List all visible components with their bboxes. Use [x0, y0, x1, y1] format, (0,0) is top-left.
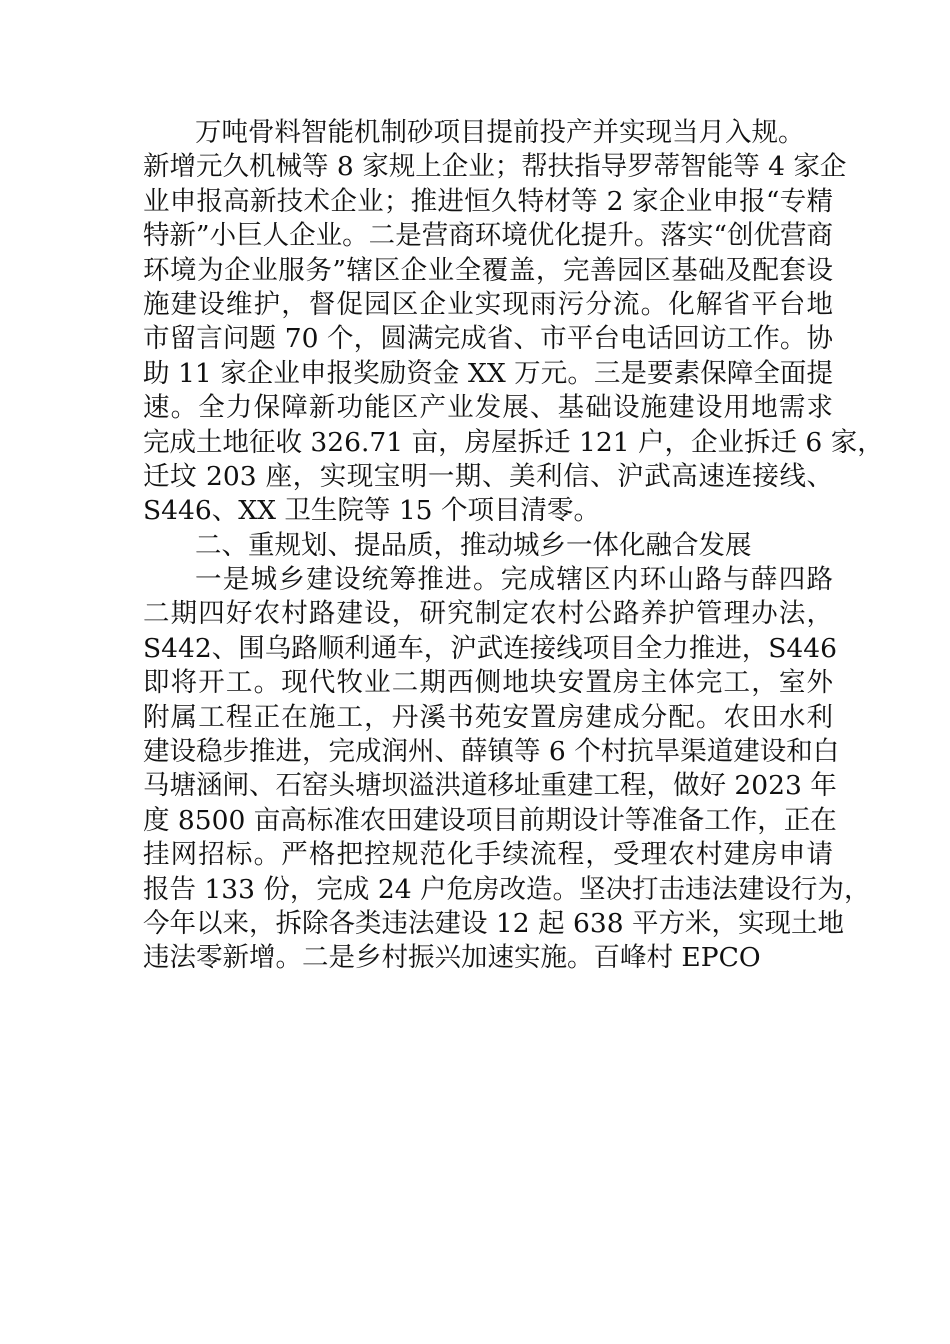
text-line: 施建设维护，督促园区企业实现雨污分流。化解省平台地 [143, 288, 833, 320]
text-line: 助 11 家企业申报奖励资金 XX 万元。三是要素保障全面提 [143, 357, 833, 389]
text-line: 违法零新增。二是乡村振兴加速实施。百峰村 EPCO [143, 942, 761, 974]
text-line: 度 8500 亩高标准农田建设项目前期设计等准备工作，正在 [143, 804, 837, 836]
text-line: 市留言问题 70 个，圆满完成省、市平台电话回访工作。协 [143, 323, 833, 355]
text-line: 二、重规划、提品质，推动城乡一体化融合发展 [195, 529, 752, 561]
body-text [143, 116, 884, 976]
text-line: 万吨骨料智能机制砂项目提前投产并实现当月入规。 [195, 117, 805, 148]
text-line: 马塘涵闸、石窑头塘坝溢洪道移址重建工程，做好 2023 年 [143, 770, 837, 802]
text-line: 迁坟 203 座，实现宝明一期、美利信、沪武高速连接线、 [143, 460, 833, 492]
text-line: 完成土地征收 326.71 亩，房屋拆迁 121 户，企业拆迁 6 家， [143, 426, 884, 458]
text-line: 挂网招标。严格把控规范化手续流程，受理农村建房申请 [143, 839, 833, 871]
text-line: S446、XX 卫生院等 15 个项目清零。 [143, 495, 600, 527]
text-line: 即将开工。现代牧业二期西侧地块安置房主体完工，室外 [143, 667, 833, 699]
text-line: 一是城乡建设统筹推进。完成辖区内环山路与薛四路 [195, 564, 833, 596]
text-line: 今年以来，拆除各类违法建设 12 起 638 平方米，实现土地 [143, 907, 844, 939]
text-line: 环境为企业服务”辖区企业全覆盖，完善园区基础及配套设 [143, 254, 833, 286]
text-line: 二期四好农村路建设，研究制定农村公路养护管理办法， [143, 598, 833, 630]
text-line: S442、围乌路顺利通车，沪武连接线项目全力推进，S446 [143, 632, 837, 664]
text-line: 报告 133 份，完成 24 户危房改造。坚决打击违法建设行为， [143, 873, 871, 905]
text-line: 特新”小巨人企业。二是营商环境优化提升。落实“创优营商 [143, 220, 833, 252]
text-line: 新增元久机械等 8 家规上企业；帮扶指导罗蒂智能等 4 家企 [143, 151, 847, 183]
text-line: 建设稳步推进，完成润州、薛镇等 6 个村抗旱渠道建设和白 [143, 736, 840, 768]
text-line: 速。全力保障新功能区产业发展、基础设施建设用地需求 [143, 392, 833, 424]
text-line: 附属工程正在施工，丹溪书苑安置房建成分配。农田水利 [143, 701, 833, 733]
text-line: 业申报高新技术企业；推进恒久特材等 2 家企业申报“专精 [143, 185, 833, 217]
